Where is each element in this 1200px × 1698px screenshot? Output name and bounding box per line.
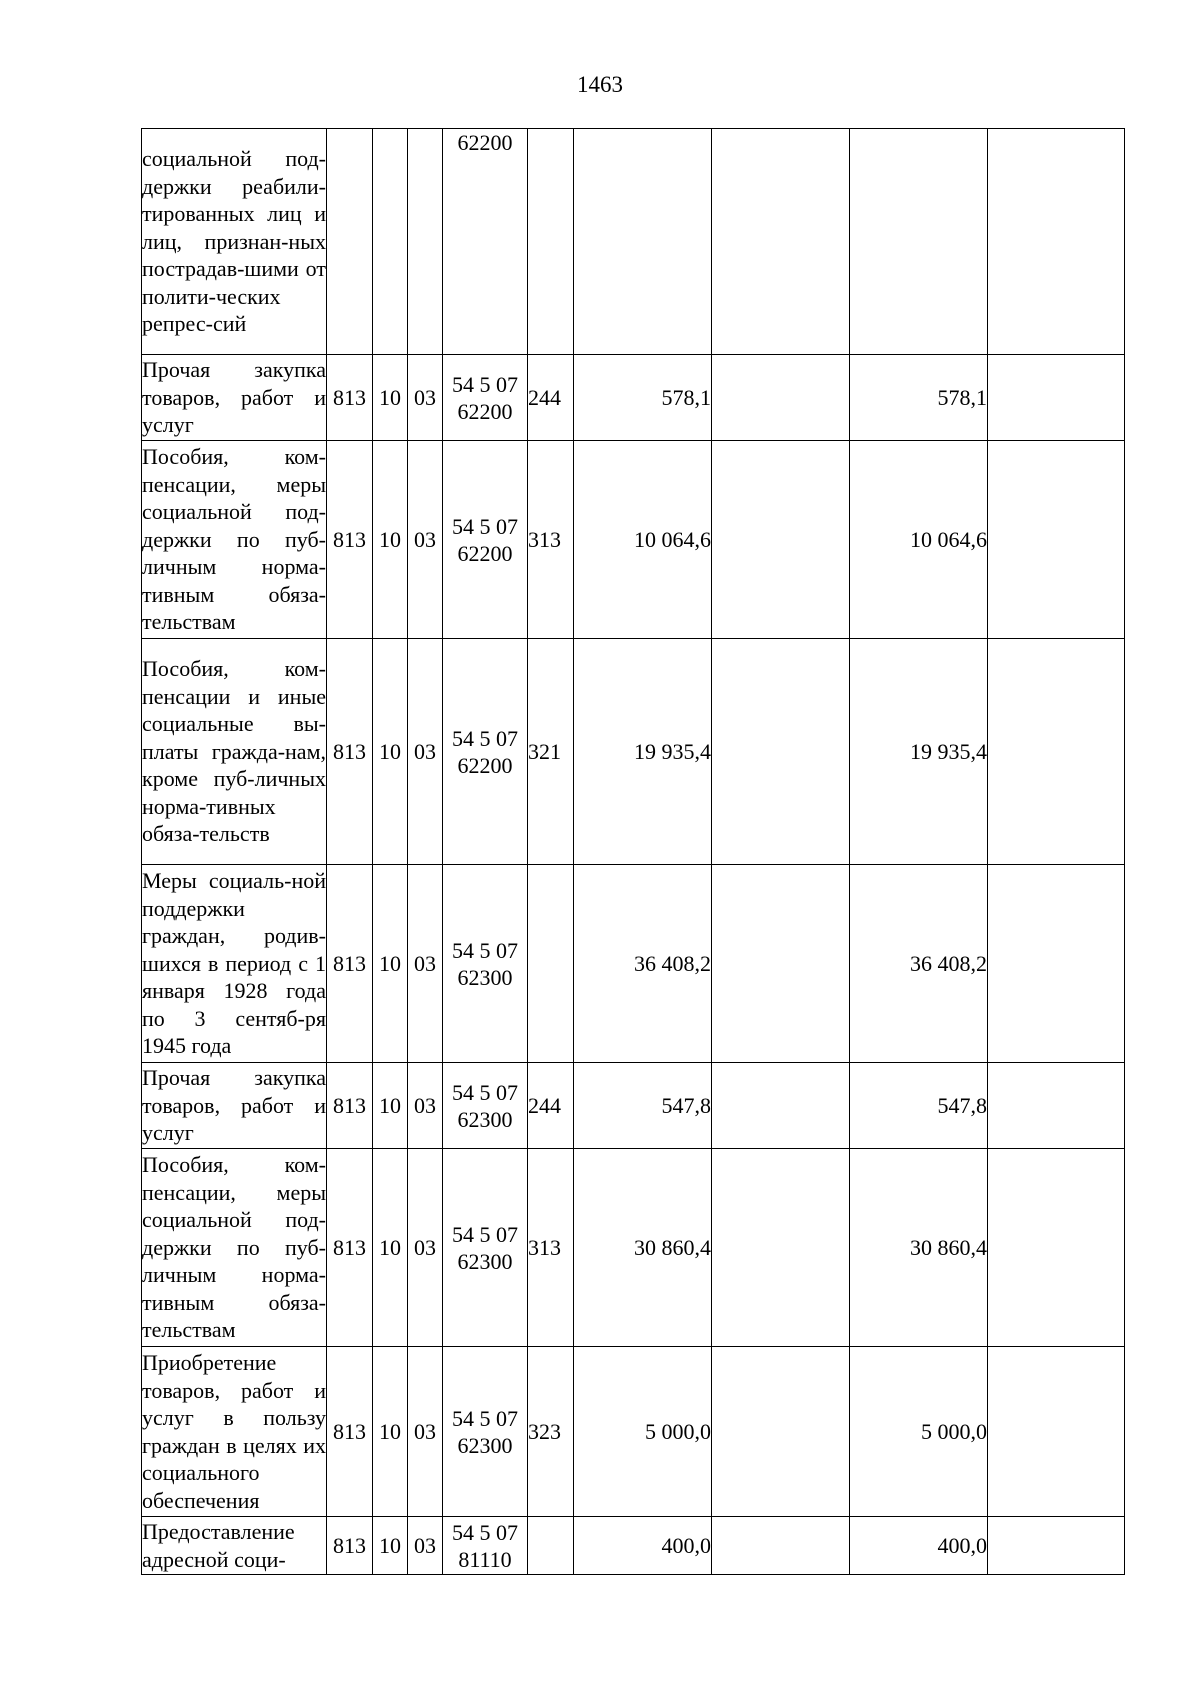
amount-col-b	[712, 129, 850, 355]
section-code: 10	[373, 865, 408, 1063]
expense-type-code	[528, 1517, 574, 1575]
table-row	[142, 1517, 1125, 1575]
ministry-code: 813	[327, 1063, 373, 1149]
ministry-code: 813	[327, 639, 373, 865]
target-article-code	[443, 1149, 528, 1347]
row-description: Пособия, ком-пенсации и иные социальные вы-платы гражда-нам, кроме пуб-личных норма-тивных обяза-тельств	[142, 639, 327, 865]
subsection-code: 03	[408, 441, 443, 639]
amount-col-c: 10 064,6	[850, 441, 988, 639]
amount-col-b	[712, 1149, 850, 1347]
section-code: 10	[373, 1517, 408, 1575]
section-code: 10	[373, 355, 408, 441]
target-article-line2: 62300	[457, 1248, 513, 1274]
budget-table	[141, 128, 1125, 1575]
amount-col-d	[988, 1347, 1125, 1517]
amount-col-b	[712, 1517, 850, 1575]
target-article-line2: 62200	[457, 540, 513, 566]
target-article-line2: 62200	[457, 752, 513, 778]
table-row	[142, 129, 1125, 355]
section-code: 10	[373, 1063, 408, 1149]
target-article-line2: 62200	[457, 130, 513, 155]
target-article-code	[443, 355, 528, 441]
subsection-code: 03	[408, 1149, 443, 1347]
target-article-code	[443, 1063, 528, 1149]
target-article-line2: 62300	[457, 1106, 513, 1132]
amount-total: 10 064,6	[574, 441, 712, 639]
target-article-line1: 54 5 07	[452, 371, 518, 397]
amount-col-d	[988, 1149, 1125, 1347]
amount-col-d	[988, 865, 1125, 1063]
subsection-code: 03	[408, 1063, 443, 1149]
amount-col-d	[988, 355, 1125, 441]
ministry-code: 813	[327, 1517, 373, 1575]
target-article-line1: 54 5 07	[452, 1079, 518, 1105]
amount-col-c: 5 000,0	[850, 1347, 988, 1517]
amount-total: 36 408,2	[574, 865, 712, 1063]
target-article-line1: 54 5 07	[452, 1405, 518, 1431]
expense-type-code: 321	[528, 639, 574, 865]
target-article-code	[443, 129, 528, 355]
table-row	[142, 1149, 1125, 1347]
amount-col-b	[712, 1347, 850, 1517]
expense-type-code: 313	[528, 1149, 574, 1347]
target-article-code	[443, 1517, 528, 1575]
ministry-code: 813	[327, 865, 373, 1063]
row-description: Приобретение товаров, работ и услуг в пользу граждан в целях их социального обеспечения	[142, 1347, 327, 1517]
expense-type-code: 313	[528, 441, 574, 639]
subsection-code: 03	[408, 639, 443, 865]
expense-type-code: 244	[528, 355, 574, 441]
amount-col-c: 19 935,4	[850, 639, 988, 865]
amount-col-d	[988, 1517, 1125, 1575]
ministry-code: 813	[327, 355, 373, 441]
subsection-code: 03	[408, 355, 443, 441]
ministry-code: 813	[327, 1347, 373, 1517]
amount-col-b	[712, 1063, 850, 1149]
ministry-code: 813	[327, 1149, 373, 1347]
amount-col-b	[712, 865, 850, 1063]
expense-type-code: 244	[528, 1063, 574, 1149]
amount-col-d	[988, 1063, 1125, 1149]
target-article-line2: 62300	[457, 1432, 513, 1458]
table-row	[142, 1063, 1125, 1149]
amount-col-d	[988, 129, 1125, 355]
amount-total: 400,0	[574, 1517, 712, 1575]
table-body	[142, 129, 1125, 1575]
amount-total: 5 000,0	[574, 1347, 712, 1517]
row-description: Предоставление адресной соци-	[142, 1517, 327, 1575]
row-description: Меры социаль-ной поддержки граждан, родив-шихся в период с 1 января 1928 года по 3 сентяб-ря 1945 года	[142, 865, 327, 1063]
target-article-line2: 81110	[458, 1546, 512, 1572]
section-code: 10	[373, 1149, 408, 1347]
row-description: социальной под-держки реабили-тированных лиц и лиц, признан-ных пострадав-шими от полити-ческих репрес-сий	[142, 129, 327, 355]
expense-type-code	[528, 865, 574, 1063]
section-code: 10	[373, 441, 408, 639]
amount-col-d	[988, 441, 1125, 639]
amount-col-b	[712, 639, 850, 865]
table-row	[142, 1347, 1125, 1517]
target-article-line2: 62300	[457, 964, 513, 990]
section-code	[373, 129, 408, 355]
target-article-line1: 54 5 07	[452, 937, 518, 963]
target-article-code	[443, 639, 528, 865]
table-row	[142, 865, 1125, 1063]
target-article-line1: 54 5 07	[452, 1519, 518, 1545]
target-article-code	[443, 1347, 528, 1517]
target-article-code	[443, 441, 528, 639]
table-row	[142, 441, 1125, 639]
amount-col-c: 36 408,2	[850, 865, 988, 1063]
amount-col-c: 547,8	[850, 1063, 988, 1149]
amount-col-b	[712, 441, 850, 639]
amount-total: 547,8	[574, 1063, 712, 1149]
amount-total: 578,1	[574, 355, 712, 441]
target-article-code	[443, 865, 528, 1063]
row-description: Прочая закупка товаров, работ и услуг	[142, 355, 327, 441]
amount-col-c: 578,1	[850, 355, 988, 441]
page-number: 1463	[577, 72, 623, 97]
target-article-line1: 54 5 07	[452, 513, 518, 539]
amount-col-c: 400,0	[850, 1517, 988, 1575]
target-article-line1: 54 5 07	[452, 1221, 518, 1247]
amount-col-c: 30 860,4	[850, 1149, 988, 1347]
subsection-code: 03	[408, 1347, 443, 1517]
subsection-code: 03	[408, 865, 443, 1063]
amount-total: 19 935,4	[574, 639, 712, 865]
amount-col-c	[850, 129, 988, 355]
section-code: 10	[373, 639, 408, 865]
ministry-code	[327, 129, 373, 355]
amount-col-d	[988, 639, 1125, 865]
subsection-code	[408, 129, 443, 355]
table-row	[142, 639, 1125, 865]
expense-type-code: 323	[528, 1347, 574, 1517]
amount-total: 30 860,4	[574, 1149, 712, 1347]
table-row	[142, 355, 1125, 441]
row-description: Прочая закупка товаров, работ и услуг	[142, 1063, 327, 1149]
ministry-code: 813	[327, 441, 373, 639]
row-description: Пособия, ком-пенсации, меры социальной под-держки по пуб-личным норма-тивным обяза-тельствам	[142, 441, 327, 639]
target-article-line2: 62200	[457, 398, 513, 424]
subsection-code: 03	[408, 1517, 443, 1575]
amount-col-b	[712, 355, 850, 441]
target-article-line1: 54 5 07	[452, 725, 518, 751]
section-code: 10	[373, 1347, 408, 1517]
expense-type-code	[528, 129, 574, 355]
amount-total	[574, 129, 712, 355]
row-description: Пособия, ком-пенсации, меры социальной под-держки по пуб-личным норма-тивным обяза-тельствам	[142, 1149, 327, 1347]
